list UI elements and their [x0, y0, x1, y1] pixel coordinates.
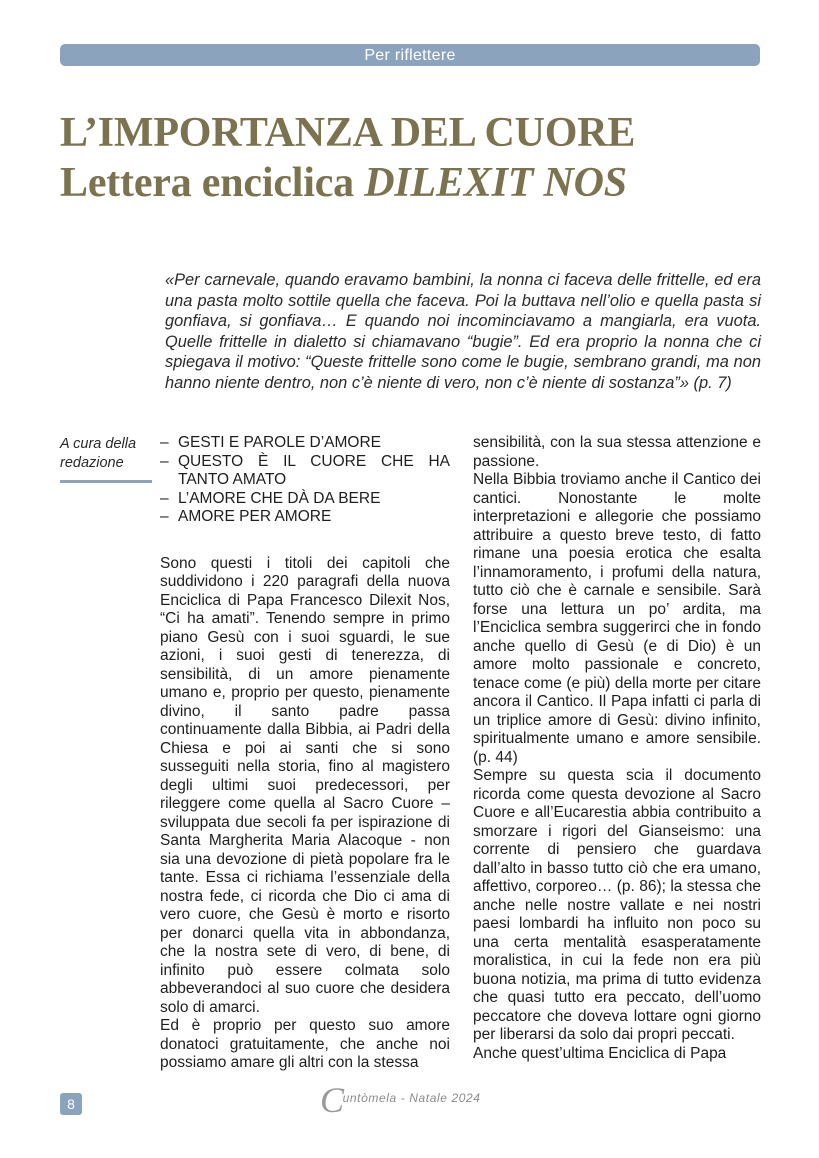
chapter-list	[160, 434, 450, 527]
page-number: 8	[60, 1093, 82, 1115]
chapter-item: – QUESTO È IL CUORE CHE HA TANTO AMATO	[160, 453, 450, 490]
title-encyclical-name: DILEXIT NOS	[364, 160, 627, 206]
body-paragraph: Sempre su questa scia il documento ricorda come questa devozione al Sacro Cuore e all’Eucarestia abbia contribuito a smorzare i rigori del Gianseismo: una corrente di pensiero che guardava dall’alto in basso tutto ciò che era umano, affettivo, corporeo… (p. 86); la stessa che anche nelle nostre vallate e nei nostri paesi lombardi ha influito non poco su una certa mentalità esasperatamente moralistica, in cui la fede non era più buona notizia, ma prima di tutto evidenza che quasi tutto era peccato, dell’uomo peccatore che doveva lottare ogni giorno per liberarsi da solo dai propri peccati.	[473, 767, 761, 1043]
byline-line-2: redazione	[60, 455, 124, 471]
section-label: Per riflettere	[364, 47, 456, 64]
body-paragraph: Ed è proprio per questo suo amore donatoci gratuitamente, che anche noi possiamo amare gli altri con la stessa	[160, 1017, 450, 1071]
body-paragraph: Anche quest’ultima Enciclica di Papa	[473, 1044, 727, 1062]
section-header	[60, 44, 760, 66]
masthead-initial: C	[320, 1080, 345, 1120]
left-column	[160, 434, 450, 1073]
chapter-item: – GESTI E PAROLE D’AMORE	[160, 434, 450, 453]
footer-masthead	[320, 1082, 481, 1122]
title-line-1: L’IMPORTANZA DEL CUORE	[60, 110, 636, 156]
byline	[60, 435, 152, 473]
byline-divider	[60, 480, 152, 483]
title-line-2-prefix: Lettera enciclica	[60, 160, 365, 206]
byline-line-1: A cura della	[60, 436, 137, 452]
opening-quote: «Per carnevale, quando eravamo bambini, la nonna ci faceva delle frittelle, ed era una pasta molto sottile quella che faceva. Poi la buttava nell’olio e quella pasta si gonfiava, si gonfiava… E quando noi incominciavamo a mangiarla, era vuota. Quelle frittelle in dialetto si chiamavano “bugie”. Ed era proprio la nonna che ci spiegava il motivo: “Queste frittelle sono come le bugie, sembrano grandi, ma non hanno niente dentro, non c’è niente di vero, non c’è niente di sostanza”» (p. 7)	[165, 271, 761, 392]
title-line-2	[60, 158, 635, 208]
body-paragraph: Sono questi i titoli dei capitoli che suddividono i 220 paragrafi della nuova Enciclica di Papa Francesco Dilexit Nos, “Ci ha amati”. Tenendo sempre in primo piano Gesù con i suoi sguardi, le sue azioni, i suoi gesti di tenerezza, di sensibilità, di un amore pienamente umano e, proprio per questo, pienamente divino, il santo padre passa continuamente dalla Bibbia, ai Padri della Chiesa e poi ai santi che si sono susseguiti nella storia, fino al magistero degli ultimi suoi predecessori, per rileggere come quella al Sacro Cuore – sviluppata due secoli fa per ispirazione di Santa Margherita Maria Alacoque - non sia una devozione di pietà popolare fra le tante. Essa ci richiama l’essenziale della nostra fede, ci ricorda che Dio ci ama di vero cuore, che Gesù è morto e risorto per donarci quella vita in abbondanza, che la nostra sete di vero, di bene, di infinito può essere colmata solo abbeverandoci al suo cuore che desidera solo di amarci.	[160, 554, 450, 1016]
body-paragraph: Nella Bibbia troviamo anche il Cantico dei cantici. Nonostante le molte interpretazioni e allegorie che possiamo attribuire a questo breve testo, di fatto rimane una poesia erotica che esalta l’innamoramento, i profumi della natura, tutto ciò che è carnale e sensibile. Sarà forse una lettura un po’ ardita, ma l’Enciclica sembra suggerirci che in fondo anche quello di Gesù (e di Dio) è un amore molto passionale e concreto, tenace come (e più) della morte per citare ancora il Cantico. Il Papa infatti ci parla di un triplice amore di Gesù: divino infinito, spiritualmente umano e amore sensibile. (p. 44)	[473, 471, 761, 766]
chapter-item: – L’AMORE CHE DÀ DA BERE	[160, 490, 450, 509]
right-column	[473, 434, 761, 1063]
body-paragraph: sensibilità, con la sua stessa attenzione e passione.	[473, 434, 761, 470]
chapter-item: – AMORE PER AMORE	[160, 508, 450, 527]
masthead-text: untòmela - Natale 2024	[342, 1091, 481, 1105]
article-title	[60, 108, 635, 208]
